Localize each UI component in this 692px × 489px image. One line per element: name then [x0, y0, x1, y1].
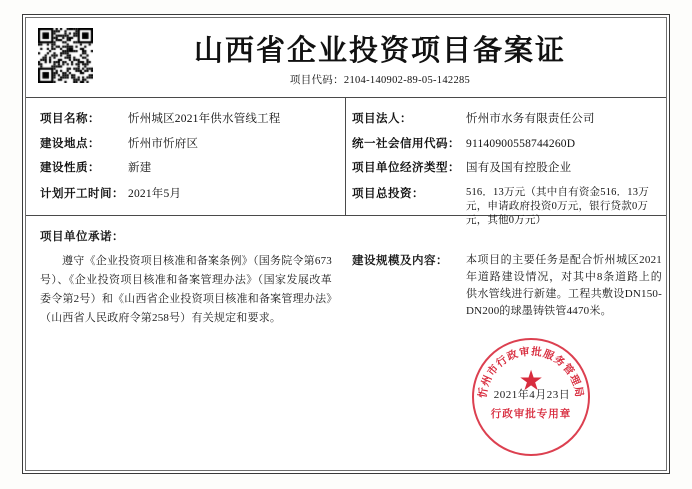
field-value-legal-person: 忻州市水务有限责任公司: [466, 113, 595, 125]
commitment-body: 遵守《企业投资项目核准和备案条例》（国务院令第673号）、《企业投资项目核准和备案管理办法》（国家发展改革委令第2号）和《山西省企业投资项目核准和备案管理办法》（山西省人民政府令第258号）有关规定和要求。: [40, 255, 332, 324]
divider-top: [26, 97, 666, 98]
field-label-credit-code: 统一社会信用代码：: [352, 138, 460, 150]
field-label-location: 建设地点：: [40, 138, 100, 150]
field-value-economic-type: 国有及国有控股企业: [466, 162, 572, 174]
field-label-legal-person: 项目法人：: [352, 113, 412, 125]
scale-body: 本项目的主要任务是配合忻州城区2021年道路建设情况，对其中8条道路上的供水管线进行新建。工程共敷设DN150-DN200的球墨铸铁管4470米。: [466, 254, 662, 317]
project-code: [110, 72, 650, 87]
seal-date: 2021年4月23日: [493, 389, 571, 401]
field-label-project-name: 项目名称：: [40, 113, 100, 125]
project-code-value: 2104-140902-89-05-142285: [343, 75, 471, 86]
project-code-label: 项目代码：: [289, 75, 344, 86]
field-label-economic-type: 项目单位经济类型：: [352, 162, 460, 174]
seal-bottom-text: 行政审批专用章: [490, 409, 572, 420]
field-value-total-investment: 516．13万元（其中自有资金516．13万元，申请政府投资0万元，银行贷款0万元，其他0万元）: [466, 187, 649, 226]
field-value-credit-code: 91140900558744260D: [466, 138, 576, 150]
star-icon: ★: [518, 366, 544, 397]
divider-vertical: [345, 97, 346, 215]
page-title: 山西省企业投资项目备案证: [193, 33, 566, 67]
scale-label: 建设规模及内容：: [352, 255, 448, 267]
commitment-label: 项目单位承诺：: [40, 231, 124, 243]
field-value-project-name: 忻州城区2021年供水管线工程: [128, 113, 281, 125]
svg-text:忻州市行政审批服务管理局: 忻州市行政审批服务管理局: [477, 346, 585, 399]
field-value-nature: 新建: [128, 162, 152, 174]
qr-code-icon: [38, 28, 93, 83]
field-value-location: 忻州市忻府区: [128, 138, 199, 150]
field-label-start-time: 计划开工时间：: [40, 188, 124, 200]
field-label-nature: 建设性质：: [40, 162, 100, 174]
field-value-start-time: 2021年5月: [128, 188, 182, 200]
field-label-total-investment: 项目总投资：: [352, 188, 424, 200]
